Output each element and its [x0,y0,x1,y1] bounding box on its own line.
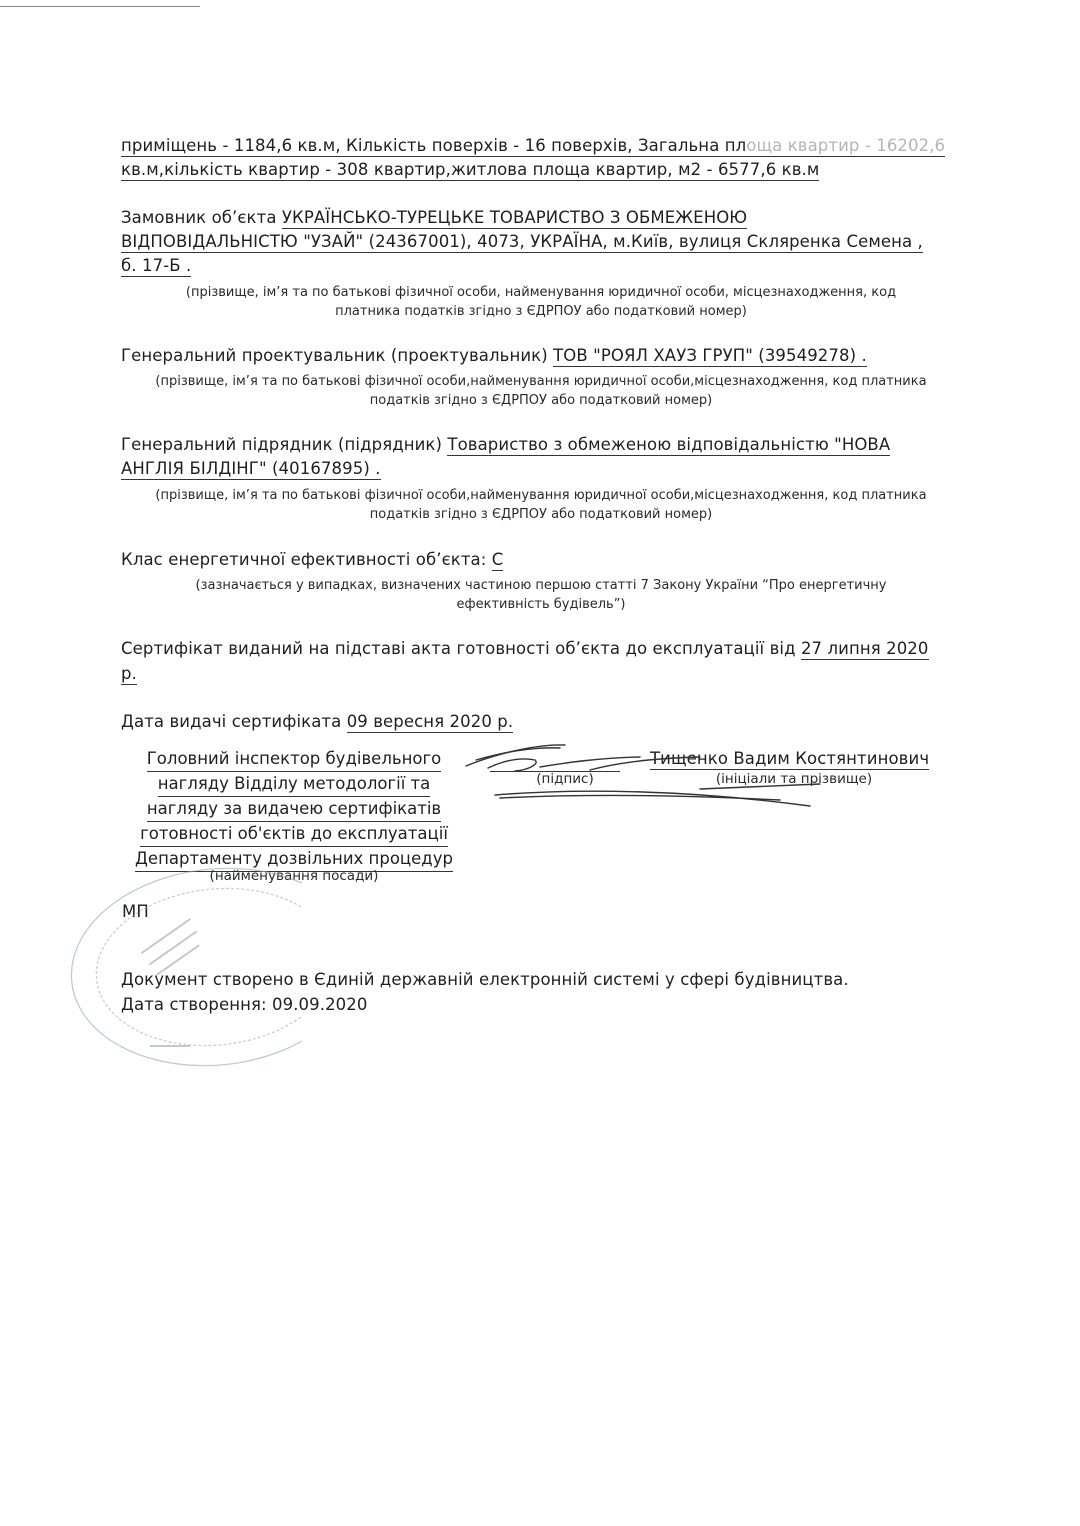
stamp-label: МП [122,902,149,921]
footer-line-1: Документ створено в Єдиній державній електронній системі у сфері будівництва. [121,970,849,989]
energy-label: Клас енергетичної ефективності об’єкта: [121,550,492,569]
contractor-label: Генеральний підрядник (підрядник) [121,435,448,454]
customer-note: (прізвище, ім’я та по батькові фізичної особи, найменування юридичної особи, місцезнаходження, код платника податків згідно з ЄДРПОУ або податковий номер) [185,285,897,319]
area-line-2: кв.м,кількість квартир - 308 квартир,житлова площа квартир, м2 - 6577,6 кв.м [121,160,820,179]
basis-line-2: р. [121,664,137,683]
customer-line-3: б. 17-Б . [121,256,192,275]
customer-label: Замовник об’єкта [121,208,282,227]
designer-label: Генеральний проектувальник (проектувальник) [121,346,554,365]
inspector-name: Тищенко Вадим Костянтинович [650,749,930,768]
designer-value: ТОВ "РОЯЛ ХАУЗ ГРУП" (39549278) . [553,346,867,365]
contractor-value-1: Товариство з обмеженою відповідальністю "НОВА [447,435,891,454]
issue-label: Дата видачі сертифіката [121,712,347,731]
issue-date: 09 вересня 2020 р. [346,712,514,731]
basis-label: Сертифікат виданий на підставі акта готовності об’єкта до експлуатації від [121,639,801,658]
area-line-1: приміщень - 1184,6 кв.м, Кількість поверхів - 16 поверхів, Загальна площа квартир - 16202,6 [121,136,946,155]
round-stamp [66,855,302,1067]
footer-line-2: Дата створення: 09.09.2020 [121,995,368,1014]
position-label: (найменування посади) [209,868,379,884]
customer-value-1: УКРАЇНСЬКО-ТУРЕЦЬКЕ ТОВАРИСТВО З ОБМЕЖЕНОЮ [281,208,748,227]
inspector-position: Головний інспектор будівельного нагляду Відділу методології та нагляду за видачею сертифікатів готовності об'єктів до експлуатації Департаменту дозвільних процедур [121,747,467,872]
designer-note: (прізвище, ім’я та по батькові фізичної особи,найменування юридичної особи,місцезнаходження, код платника податків згідно з ЄДРПОУ або податковий номер) [155,374,927,408]
name-label: (ініціали та прізвище) [715,771,873,787]
contractor-note: (прізвище, ім’я та по батькові фізичної особи,найменування юридичної особи,місцезнаходження, код платника податків згідно з ЄДРПОУ або податковий номер) [155,488,927,522]
customer-line-2: ВІДПОВІДАЛЬНІСТЮ "УЗАЙ" (24367001), 4073, УКРАЇНА, м.Київ, вулиця Скляренка Семена , [121,232,923,251]
basis-date: 27 липня 2020 [800,639,929,658]
energy-value: C [491,550,504,569]
signature-label: (підпис) [536,771,594,787]
energy-note: (зазначається у випадках, визначених частиною першою статті 7 Закону України “Про енергетичну ефективність будівель”) [195,578,887,612]
contractor-line-2: АНГЛІЯ БІЛДІНГ" (40167895) . [121,459,381,478]
